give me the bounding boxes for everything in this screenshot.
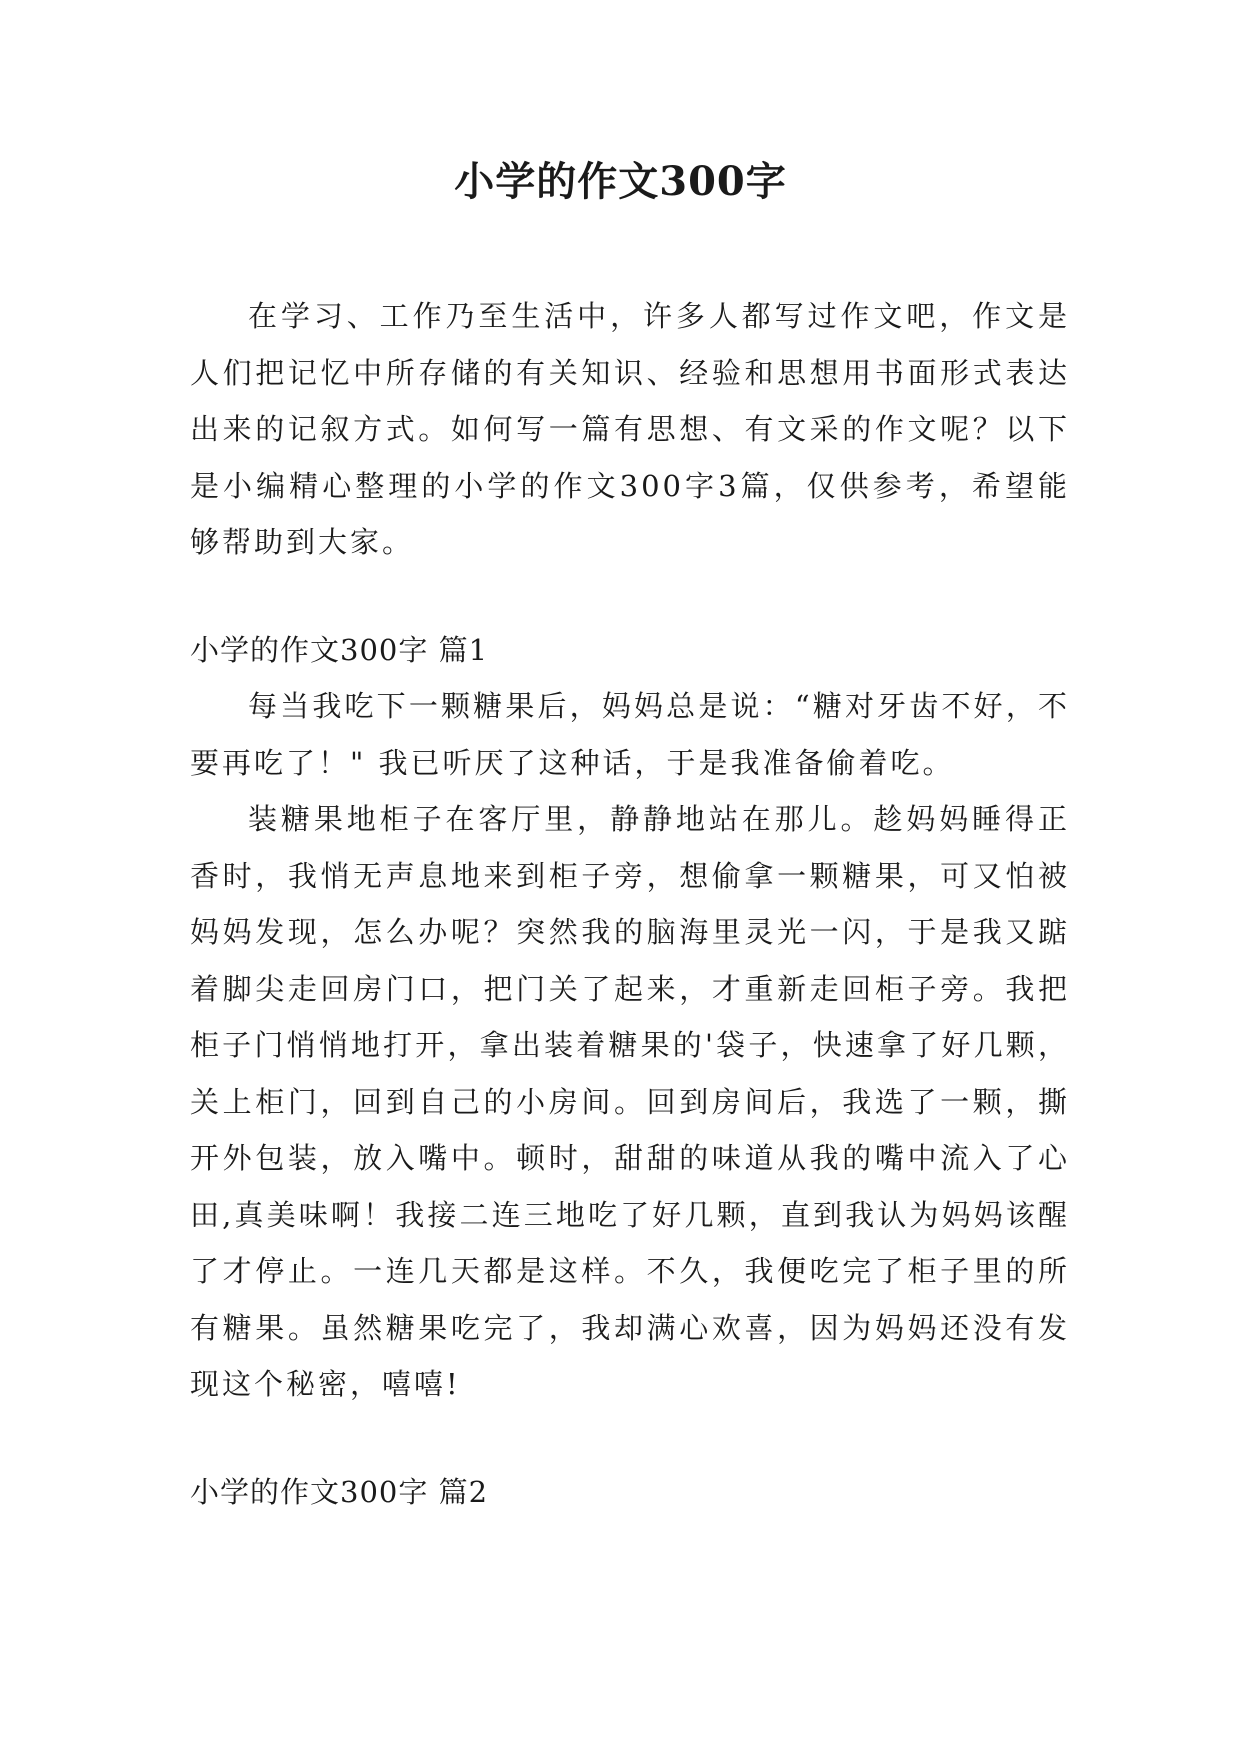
section-paragraph: 每当我吃下一颗糖果后，妈妈总是说：“糖对牙齿不好，不要再吃了！" 我已听厌了这种话，于是我准备偷着吃。	[190, 689, 1070, 780]
section-1	[190, 622, 1070, 1413]
section-heading: 小学的作文300字 篇1	[190, 632, 489, 667]
section-paragraph: 装糖果地柜子在客厅里，静静地站在那儿。趁妈妈睡得正香时，我悄无声息地来到柜子旁，想偷拿一颗糖果，可又怕被妈妈发现，怎么办呢？突然我的脑海里灵光一闪，于是我又踮着脚尖走回房门口，把门关了起来，才重新走回柜子旁。我把柜子门悄悄地打开，拿出装着糖果的'袋子，快速拿了好几颗，关上柜门，回到自己的小房间。回到房间后，我选了一颗，撕开外包装，放入嘴中。顿时，甜甜的味道从我的嘴中流入了心田,真美味啊！我接二连三地吃了好几颗，直到我认为妈妈该醒了才停止。一连几天都是这样。不久，我便吃完了柜子里的所有糖果。虽然糖果吃完了，我却满心欢喜，因为妈妈还没有发现这个秘密，嘻嘻!	[190, 802, 1070, 1401]
spacer	[190, 1413, 1070, 1464]
section-heading: 小学的作文300字 篇2	[190, 1474, 489, 1509]
document-title: 小学的作文300字	[454, 158, 787, 205]
intro-paragraph: 在学习、工作乃至生活中，许多人都写过作文吧，作文是人们把记忆中所存储的有关知识、经验和思想用书面形式表达出来的记叙方式。如何写一篇有思想、有文采的作文呢？以下是小编精心整理的小学的作文300字3篇，仅供参考，希望能够帮助到大家。	[190, 299, 1070, 559]
section-2	[190, 1464, 1070, 1521]
document-body	[190, 288, 1070, 1520]
spacer	[190, 571, 1070, 622]
